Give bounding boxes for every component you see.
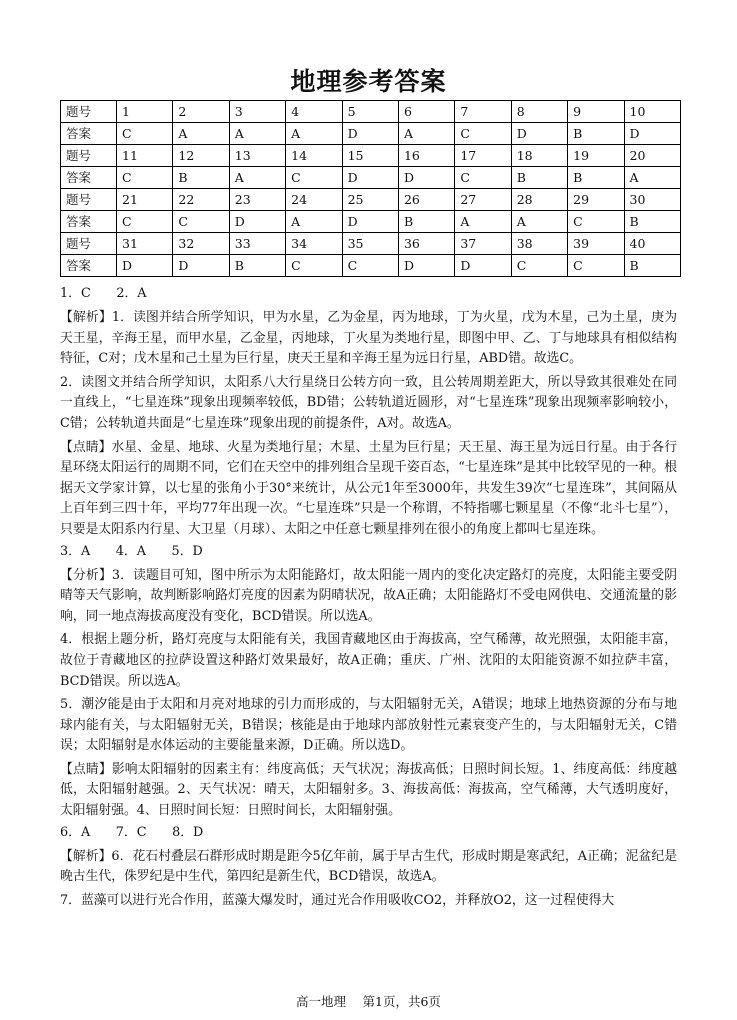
answer-cell: C <box>511 255 567 277</box>
question-number-cell: 17 <box>455 145 511 167</box>
question-number-cell: 29 <box>568 189 624 211</box>
answer-cell: A <box>229 167 285 189</box>
question-number-row <box>61 233 681 255</box>
question-number-cell: 4 <box>286 101 342 123</box>
answer-cell: D <box>511 123 567 145</box>
answer-cell: D <box>229 211 285 233</box>
question-number-cell: 3 <box>229 101 285 123</box>
answer-cell: B <box>398 211 454 233</box>
answer-cell: B <box>173 167 229 189</box>
answer-row <box>61 123 681 145</box>
question-number-cell: 38 <box>511 233 567 255</box>
question-number-cell: 13 <box>229 145 285 167</box>
answer-cell: D <box>342 211 398 233</box>
paragraph: 3．A 4．A 5．D <box>60 543 203 559</box>
paragraph: 5．潮汐能是由于太阳和月亮对地球的引力而形成的，与太阳辐射无关，A错误；地球上地热资源的分布与地球内能有关，与太阳辐射无关，B错误；核能是由于地球内部放射性元素衰变产生的，与太阳辐射无关，C错误；太阳辐射是水体运动的主要能量来源，D正确。所以选D。 <box>60 697 677 754</box>
question-number-cell: 9 <box>568 101 624 123</box>
row-label: 题号 <box>61 189 117 211</box>
answer-cell: A <box>173 123 229 145</box>
row-label: 答案 <box>61 123 117 145</box>
question-number-cell: 27 <box>455 189 511 211</box>
paragraph: 【分析】3．读题目可知，图中所示为太阳能路灯，故太阳能一周内的变化决定路灯的亮度，太阳能主要受阴晴等天气影响，故判断影响路灯亮度的因素为阴晴状况，故A正确；太阳能路灯不受电网供电、交通流量的影响，同一地点海拔高度没有变化，BCD错误。所以选A。 <box>60 567 677 624</box>
question-number-cell: 10 <box>624 101 680 123</box>
answer-cell: C <box>173 211 229 233</box>
question-number-cell: 2 <box>173 101 229 123</box>
question-number-cell: 11 <box>117 145 173 167</box>
question-number-cell: 34 <box>286 233 342 255</box>
question-number-cell: 20 <box>624 145 680 167</box>
answer-cell: A <box>229 123 285 145</box>
answer-cell: C <box>117 123 173 145</box>
answer-cell: B <box>624 211 680 233</box>
answer-cell: A <box>511 211 567 233</box>
paragraph: 1．C 2．A <box>60 286 147 301</box>
answer-cell: C <box>455 167 511 189</box>
question-number-cell: 23 <box>229 189 285 211</box>
answer-cell: B <box>568 167 624 189</box>
paragraph: 2．读图文并结合所学知识，太阳系八大行星绕日公转方向一致，且公转周期差距大，所以导致其很难处在同一直线上，“七星连珠”现象出现频率较低，BD错；公转轨道近圆形，对“七星连珠”现象出现频率影响较小，C错；公转轨道共面是“七星连珠”现象出现的前提条件，A对。故选A。 <box>60 374 677 431</box>
question-number-cell: 14 <box>286 145 342 167</box>
question-number-cell: 5 <box>342 101 398 123</box>
answer-cell: C <box>117 167 173 189</box>
paragraph: 6．A 7．C 8．D <box>60 824 204 840</box>
answer-cell: D <box>455 255 511 277</box>
answer-cell: B <box>568 123 624 145</box>
answer-cell: A <box>624 167 680 189</box>
question-number-cell: 16 <box>398 145 454 167</box>
question-number-cell: 31 <box>117 233 173 255</box>
answer-table-body <box>61 101 681 277</box>
answer-cell: C <box>286 255 342 277</box>
question-number-cell: 12 <box>173 145 229 167</box>
question-number-cell: 15 <box>342 145 398 167</box>
page-footer: 高一地理 第1页，共6页 <box>296 994 441 1009</box>
answer-row <box>61 255 681 277</box>
answer-cell: A <box>455 211 511 233</box>
question-number-cell: 40 <box>624 233 680 255</box>
question-number-cell: 26 <box>398 189 454 211</box>
answer-cell: A <box>398 123 454 145</box>
question-number-cell: 22 <box>173 189 229 211</box>
question-number-cell: 39 <box>568 233 624 255</box>
answer-cell: A <box>286 123 342 145</box>
question-number-cell: 33 <box>229 233 285 255</box>
question-number-cell: 19 <box>568 145 624 167</box>
question-number-cell: 35 <box>342 233 398 255</box>
question-number-cell: 1 <box>117 101 173 123</box>
answer-row <box>61 211 681 233</box>
question-number-cell: 7 <box>455 101 511 123</box>
answer-cell: C <box>117 211 173 233</box>
paragraph: 【点睛】影响太阳辐射的因素主有：纬度高低；天气状况；海拔高低；日照时间长短。1、纬度高低：纬度越低，太阳辐射越强。2、天气状况：晴天，太阳辐射多。3、海拔高低：海拔高，空气稀薄，大气透明度好，太阳辐射强。4、日照时间长短：日照时间长，太阳辐射强。 <box>60 761 677 819</box>
row-label: 答案 <box>61 167 117 189</box>
question-number-cell: 32 <box>173 233 229 255</box>
row-label: 题号 <box>61 145 117 167</box>
row-label: 答案 <box>61 255 117 277</box>
paragraph: 【解析】6．花石村叠层石群形成时期是距今5亿年前，属于早古生代，形成时期是寒武纪，A正确；泥盆纪是晚古生代，侏罗纪是中生代，第四纪是新生代，BCD错误，故选A。 <box>60 848 677 885</box>
answer-cell: D <box>342 167 398 189</box>
question-number-cell: 30 <box>624 189 680 211</box>
paragraph: 【点睛】水星、金星、地球、火星为类地行星；木星、土星为巨行星；天王星、海王星为远日行星。由于各行星环绕太阳运行的周期不同，它们在天空中的排列组合呈现千姿百态，“七星连珠”是其中比较罕见的一种。根据天文学家计算，以七星的张角小于30°来统计，从公元1年至3000年，共发生39次“七星连珠”，其间隔从上百年到三四十年，平均77年出现一次。“七星连珠”只是一个称谓，不特指哪七颗星星（不像“北斗七星”），只要是太阳系内行星、大卫星（月球）、太阳之中任意七颗星排列在很小的角度上都叫七星连珠。 <box>60 439 677 537</box>
answer-table <box>60 100 681 277</box>
answer-cell: C <box>568 211 624 233</box>
answer-explanations <box>60 283 677 911</box>
row-label: 题号 <box>61 233 117 255</box>
answer-cell: B <box>624 255 680 277</box>
question-number-cell: 25 <box>342 189 398 211</box>
answer-cell: C <box>342 255 398 277</box>
question-number-cell: 37 <box>455 233 511 255</box>
question-number-row <box>61 101 681 123</box>
answer-cell: D <box>398 255 454 277</box>
question-number-cell: 36 <box>398 233 454 255</box>
answer-row <box>61 167 681 189</box>
answer-cell: C <box>286 167 342 189</box>
answer-cell: D <box>173 255 229 277</box>
paragraph: 4．根据上题分析，路灯亮度与太阳能有关，我国青藏地区由于海拔高，空气稀薄，故光照强，太阳能丰富，故位于青藏地区的拉萨设置这种路灯效果最好，故A正确；重庆、广州、沈阳的太阳能资源不如拉萨丰富，BCD错误。所以选A。 <box>60 632 677 689</box>
paragraph: 【解析】1．读图并结合所学知识，甲为水星，乙为金星，丙为地球，丁为火星，戊为木星，己为土星，庚为天王星，辛海王星，而甲水星，乙金星，丙地球，丁火星为类地行星，即图中甲、乙、丁与地球具有相似结构特征，C对；戊木星和己土星为巨行星，庚天王星和辛海王星为远日行星，ABD错。故选C。 <box>60 310 677 367</box>
answer-cell: A <box>286 211 342 233</box>
answer-cell: D <box>342 123 398 145</box>
question-number-cell: 6 <box>398 101 454 123</box>
answer-cell: D <box>624 123 680 145</box>
question-number-cell: 24 <box>286 189 342 211</box>
answer-cell: C <box>455 123 511 145</box>
answer-cell: B <box>511 167 567 189</box>
question-number-row <box>61 189 681 211</box>
question-number-cell: 21 <box>117 189 173 211</box>
question-number-cell: 28 <box>511 189 567 211</box>
question-number-cell: 8 <box>511 101 567 123</box>
answer-cell: C <box>568 255 624 277</box>
paragraph: 7．蓝藻可以进行光合作用，蓝藻大爆发时，通过光合作用吸收CO2，并释放O2，这一过程使得大 <box>60 892 615 908</box>
row-label: 答案 <box>61 211 117 233</box>
answer-cell: B <box>229 255 285 277</box>
row-label: 题号 <box>61 101 117 123</box>
answer-cell: D <box>398 167 454 189</box>
question-number-row <box>61 145 681 167</box>
page-title: 地理参考答案 <box>290 67 447 96</box>
question-number-cell: 18 <box>511 145 567 167</box>
answer-cell: D <box>117 255 173 277</box>
